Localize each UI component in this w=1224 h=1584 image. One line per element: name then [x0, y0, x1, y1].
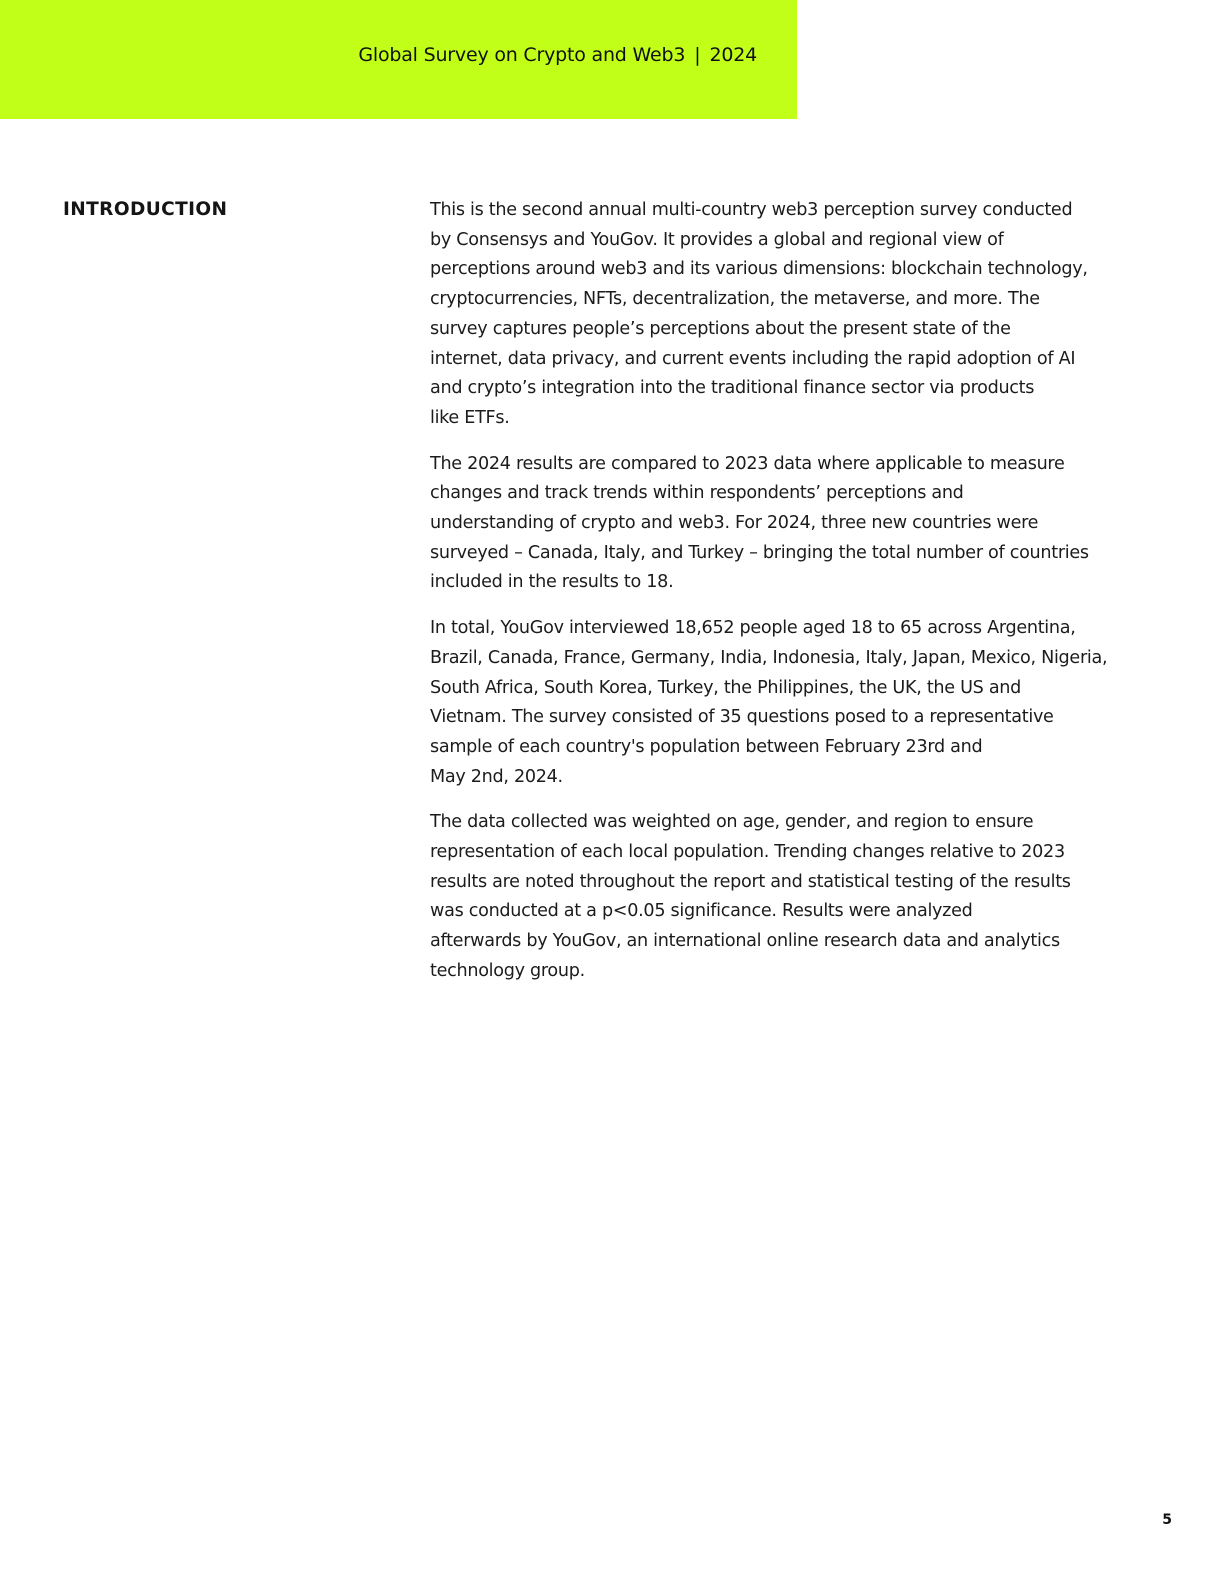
paragraph-3	[430, 614, 1165, 792]
text-line: was conducted at a p<0.05 significance. Results were analyzed	[430, 901, 973, 922]
text-line: results are noted throughout the report and statistical testing of the results	[430, 871, 1071, 892]
text-line: internet, data privacy, and current events including the rapid adoption of AI	[430, 348, 1076, 369]
report-title	[358, 44, 757, 66]
text-line: surveyed – Canada, Italy, and Turkey – bringing the total number of countries	[430, 542, 1089, 563]
body-text	[430, 196, 1165, 1003]
text-line: This is the second annual multi-country web3 perception survey conducted	[430, 200, 1073, 220]
text-line: South Africa, South Korea, Turkey, the Philippines, the UK, the US and	[430, 677, 1022, 698]
text-line: representation of each local population. Trending changes relative to 2023	[430, 842, 1065, 863]
section-heading: INTRODUCTION	[63, 199, 228, 220]
paragraph-4	[430, 808, 1165, 986]
text-line: cryptocurrencies, NFTs, decentralization, the metaverse, and more. The	[430, 289, 1040, 310]
text-line: afterwards by YouGov, an international online research data and analytics	[430, 931, 1060, 952]
text-line: and crypto’s integration into the traditional finance sector via products	[430, 378, 1035, 399]
paragraph-2	[430, 450, 1165, 599]
text-line: sample of each country's population between February 23rd and	[430, 736, 983, 757]
text-line: In total, YouGov interviewed 18,652 people aged 18 to 65 across Argentina,	[430, 618, 1076, 639]
text-line: understanding of crypto and web3. For 2024, three new countries were	[430, 513, 1039, 534]
text-line: The data collected was weighted on age, gender, and region to ensure	[430, 812, 1034, 833]
text-line: included in the results to 18.	[430, 572, 674, 593]
text-line: The 2024 results are compared to 2023 data where applicable to measure	[430, 453, 1065, 474]
text-line: like ETFs.	[430, 407, 510, 428]
text-line: Vietnam. The survey consisted of 35 questions posed to a representative	[430, 707, 1054, 728]
report-title-text: Global Survey on Crypto and Web3	[358, 44, 686, 66]
page-number: 5	[1162, 1512, 1172, 1528]
title-separator: |	[694, 44, 701, 66]
text-line: perceptions around web3 and its various dimensions: blockchain technology,	[430, 259, 1088, 280]
text-line: Brazil, Canada, France, Germany, India, Indonesia, Italy, Japan, Mexico, Nigeria,	[430, 647, 1108, 668]
text-line: technology group.	[430, 960, 585, 981]
text-line: survey captures people’s perceptions about the present state of the	[430, 318, 1011, 339]
report-year: 2024	[709, 44, 757, 66]
paragraph-1	[430, 196, 1165, 434]
text-line: by Consensys and YouGov. It provides a global and regional view of	[430, 229, 1004, 250]
text-line: changes and track trends within respondents’ perceptions and	[430, 483, 964, 504]
header-band	[0, 0, 797, 119]
text-line: May 2nd, 2024.	[430, 766, 563, 787]
